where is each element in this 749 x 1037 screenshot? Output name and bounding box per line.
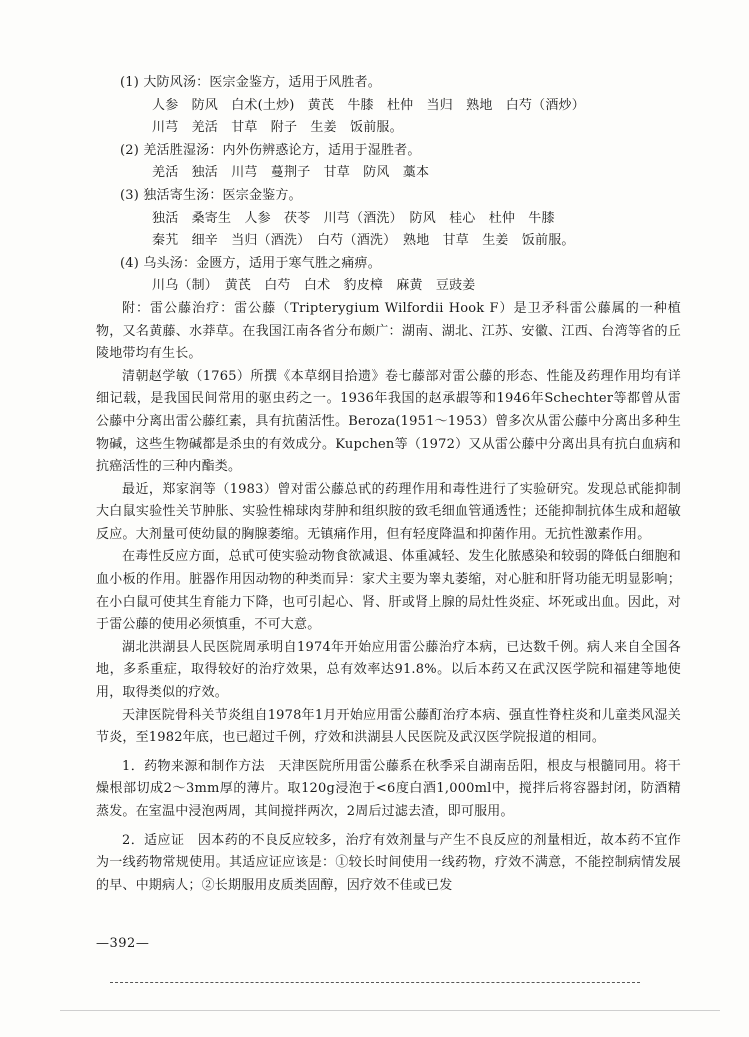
paragraph-toxicity: 在毒性反应方面，总甙可使实验动物食欲减退、体重减轻、发生化脓感染和较弱的降低白细胞和血小板的作用。脏器作用因动物的种类而异：家犬主要为睾丸萎缩，对心脏和肝肾功能无明显影响；在小白鼠可使其生育能力下降，也可引起心、肾、肝或肾上腺的局灶性炎症、坏死或出血。因此，对于雷公藤的使用必须慎重，不可大意。	[96, 549, 681, 633]
formula-title: (4) 乌头汤：金匮方，适用于寒气胜之痛痹。	[120, 255, 381, 271]
page-number: —392—	[96, 936, 150, 951]
paragraph-preparation: 1．药物来源和制作方法 天津医院所用雷公藤系在秋季采自湖南岳阳，根皮与根髓同用。将干燥根部切成2～3mm厚的薄片。取120g浸泡于<6度白酒1,000ml中，搅拌后将容器封闭，防酒精蒸发。在室温中浸泡两周，其间搅拌两次，2周后过滤去渣，即可服用。	[96, 758, 681, 819]
formula-title: (2) 羌活胜湿汤：内外伤辨惑论方，适用于湿胜者。	[120, 142, 421, 158]
formula-title: (3) 独活寄生汤：医宗金鉴方。	[120, 187, 302, 203]
scan-edge-line	[60, 1010, 720, 1011]
herb-list: 人参 防风 白术(土炒) 黄芪 牛膝 杜仲 当归 熟地 白芍（酒炒）	[152, 97, 585, 113]
herb-list: 川芎 羌活 甘草 附子 生姜 饭前服。	[152, 120, 403, 136]
herb-list: 川乌（制） 黄芪 白芍 白术 豹皮樟 麻黄 豆豉姜	[152, 278, 476, 294]
paragraph-tianjin: 天津医院骨科关节炎组自1978年1月开始应用雷公藤酊治疗本病、强直性脊柱炎和儿童类风湿关节炎，至1982年底，也已超过千例，疗效和洪湖县人民医院及武汉医学院报道的相同。	[96, 707, 681, 746]
paragraph-appendix: 附：雷公藤治疗：雷公藤（Tripterygium Wilfordii Hook F）是卫矛科雷公藤属的一种植物，又名黄藤、水莽草。在我国江南各省分布颇广：湖南、湖北、江苏、安徽、江西、台湾等省的丘陵地带均有生长。	[96, 300, 681, 362]
paragraph-indications: 2．适应证 因本药的不良反应较多，治疗有效剂量与产生不良反应的剂量相近，故本药不宜作为一线药物常规使用。其适应证应该是：①较长时间使用一线药物，疗效不满意，不能控制病情发展的早、中期病人；②长期服用皮质类固醇，因疗效不佳或已发	[96, 832, 681, 893]
body-text	[96, 72, 681, 897]
paragraph-pharmacology: 最近，郑家润等（1983）曾对雷公藤总甙的药理作用和毒性进行了实验研究。发现总甙能抑制大白鼠实验性关节肿胀、实验性棉球肉芽肿和组织胺的致毛细血管通透性；还能抑制抗体生成和超敏反应。大剂量可使幼鼠的胸腺萎缩。无镇痛作用，但有轻度降温和抑菌作用。无抗性激素作用。	[96, 481, 681, 542]
footer-divider	[110, 982, 640, 983]
herb-list: 羌活 独活 川芎 蔓荆子 甘草 防风 藁本	[152, 165, 430, 181]
formula-title: (1) 大防风汤：医宗金鉴方，适用于风胜者。	[120, 75, 381, 90]
paragraph-honghu: 湖北洪湖县人民医院周承明自1974年开始应用雷公藤治疗本病，已达数千例。病人来自全国各地，多系重症，取得较好的治疗效果，总有效率达91.8%。以后本药又在武汉医学院和福建等地使用，取得类似的疗效。	[96, 639, 681, 701]
paragraph-history: 清朝赵学敏（1765）所撰《本草纲目拾遗》卷七藤部对雷公藤的形态、性能及药理作用均有详细记载，是我国民间常用的驱虫药之一。1936年我国的赵承嘏等和1946年Schechter等都曾从雷公藤中分离出雷公藤红素，具有抗菌活性。Beroza(1951～1953）曾多次从雷公藤中分离出多种生物碱，这些生物碱都是杀虫的有效成分。Kupchen等（1972）又从雷公藤中分离出具有抗白血病和抗癌活性的三种内酯类。	[96, 368, 681, 475]
herb-list: 独活 桑寄生 人参 茯苓 川芎（酒洗） 防风 桂心 杜仲 牛膝	[152, 210, 555, 226]
herb-list: 秦艽 细辛 当归（酒洗） 白芍（酒洗） 熟地 甘草 生姜 饭前服。	[152, 233, 575, 249]
